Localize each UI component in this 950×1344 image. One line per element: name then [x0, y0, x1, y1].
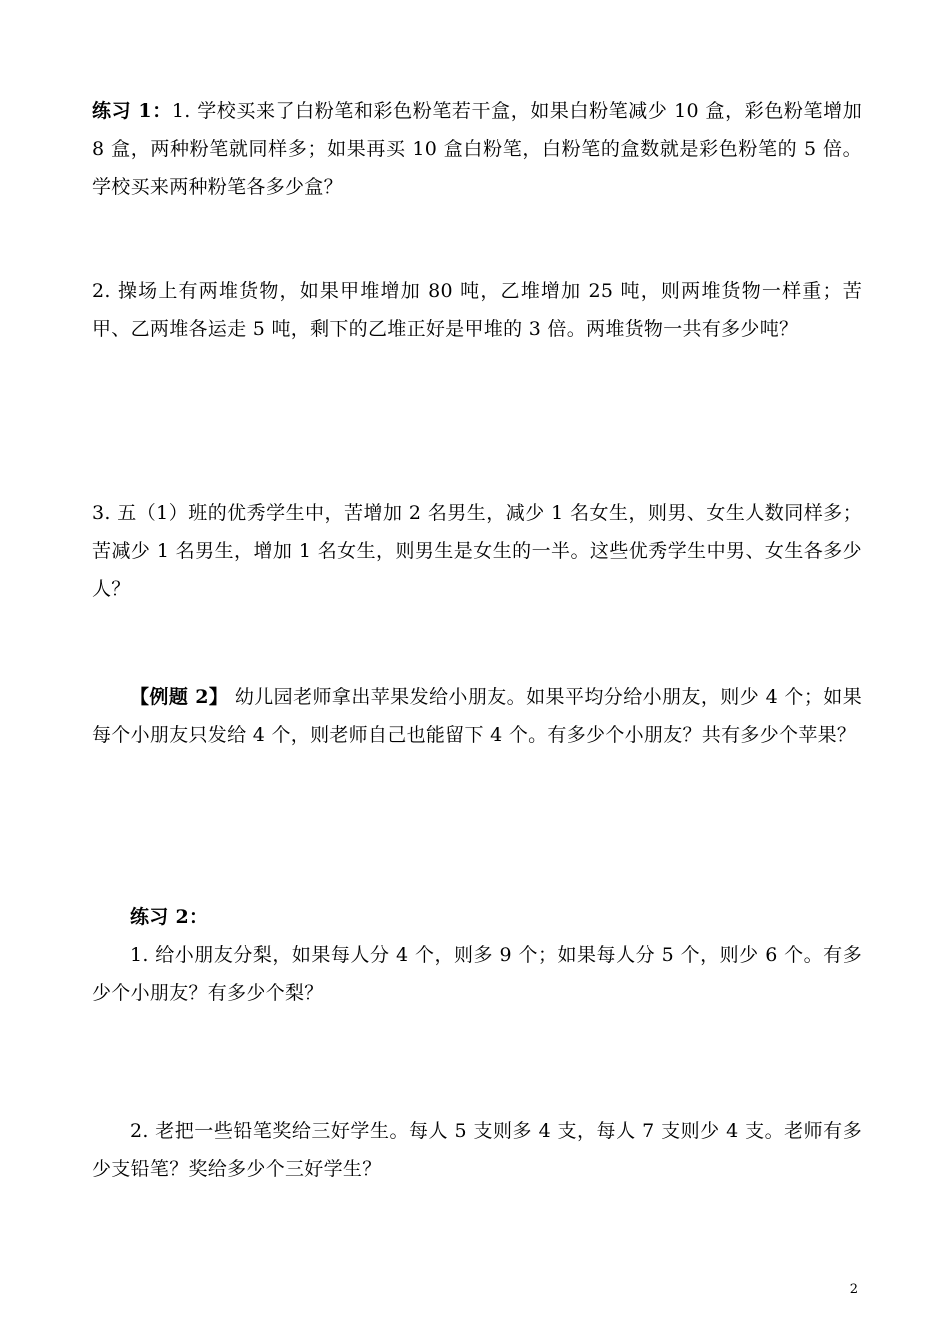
practice2-question2: 2. 老把一些铅笔奖给三好学生。每人 5 支则多 4 支，每人 7 支则少 4 支。老师有多少支铅笔？奖给多少个三好学生？: [92, 1120, 862, 1180]
practice1-question1: [92, 92, 862, 206]
practice2-label: 练习 2：: [130, 906, 209, 928]
example2: [92, 678, 862, 754]
practice1-question3: 3. 五（1）班的优秀学生中，苦增加 2 名男生，减少 1 名女生，则男、女生人数同样多；苦减少 1 名男生，增加 1 名女生，则男生是女生的一半。这些优秀学生中男、女生各多少人？: [92, 502, 862, 600]
practice1-label: 练习 1：: [92, 100, 172, 122]
practice1-question1-text: 1. 学校买来了白粉笔和彩色粉笔若干盒，如果白粉笔减少 10 盒，彩色粉笔增加 8 盒，两种粉笔就同样多；如果再买 10 盒白粉笔，白粉笔的盒数就是彩色粉笔的 5 倍。学校买来两种粉笔各多少盒？: [92, 100, 863, 198]
page-number: 2: [849, 1282, 858, 1297]
practice2-question1: 1. 给小朋友分梨，如果每人分 4 个，则多 9 个；如果每人分 5 个，则少 6 个。有多少个小朋友？有多少个梨？: [92, 944, 862, 1004]
practice1-question2: 2. 操场上有两堆货物，如果甲堆增加 80 吨，乙堆增加 25 吨，则两堆货物一样重；苦甲、乙两堆各运走 5 吨，剩下的乙堆正好是甲堆的 3 倍。两堆货物一共有多少吨？: [92, 280, 862, 340]
example2-text: 幼儿园老师拿出苹果发给小朋友。如果平均分给小朋友，则少 4 个；如果每个小朋友只发给 4 个，则老师自己也能留下 4 个。有多少个小朋友？共有多少个苹果？: [92, 686, 862, 746]
example2-label: 【例题 2】: [130, 686, 229, 708]
